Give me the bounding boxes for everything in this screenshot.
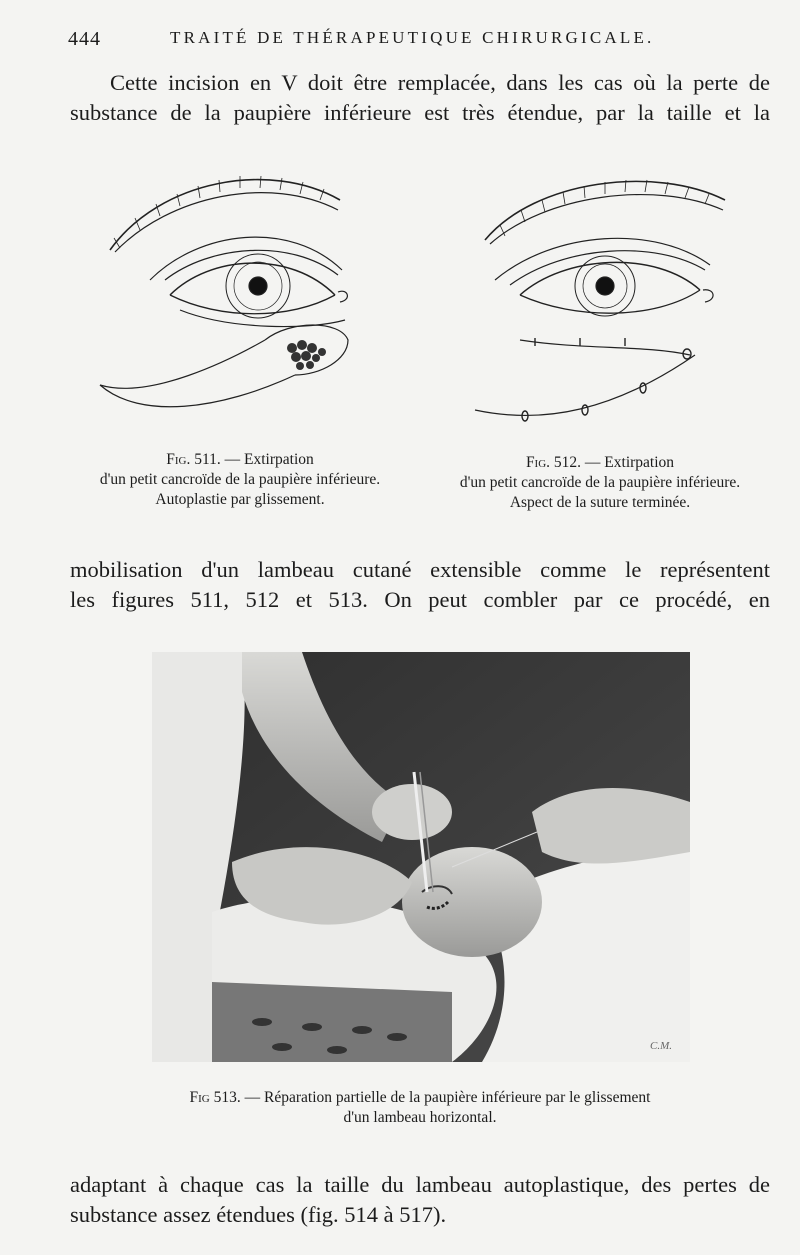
figure-511-label: Fig. 511.	[166, 451, 221, 468]
figure-513-photograph	[152, 652, 690, 1062]
caption-line: d'un lambeau horizontal.	[343, 1109, 497, 1126]
caption-line: d'un petit cancroïde de la paupière inférieure.	[99, 471, 381, 488]
figure-513-caption	[110, 1088, 730, 1128]
paragraph-line: adaptant à chaque cas la taille du lambeau autoplastique, des pertes de	[70, 1172, 770, 1197]
caption-line: — Extirpation	[220, 451, 314, 468]
paragraph-line: les figures 511, 512 et 513. On peut combler par ce procédé, en	[70, 587, 770, 612]
paragraph-line: substance de la paupière inférieure est très étendue, par la taille et la	[70, 100, 770, 125]
page-number: 444	[68, 28, 101, 50]
figure-512-illustration	[465, 170, 765, 430]
figure-513-label: Fig 513.	[189, 1089, 241, 1106]
caption-line: — Réparation partielle de la paupière inférieure par le glissement	[240, 1089, 651, 1106]
caption-line: Aspect de la suture terminée.	[509, 494, 691, 511]
running-title: TRAITÉ DE THÉRAPEUTIQUE CHIRURGICALE.	[170, 28, 655, 47]
caption-line: Autoplastie par glissement.	[155, 491, 325, 508]
caption-line: d'un petit cancroïde de la paupière inférieure.	[459, 474, 741, 491]
caption-line: — Extirpation	[581, 454, 675, 471]
paragraph-line: mobilisation d'un lambeau cutané extensible comme le représentent	[70, 557, 770, 582]
figure-511-caption	[60, 450, 420, 510]
figure-512-label: Fig. 512.	[525, 454, 582, 471]
figure-512-caption	[425, 453, 775, 513]
paragraph-line: Cette incision en V doit être remplacée, dans les cas où la perte de	[110, 70, 770, 95]
paragraph-line: substance assez étendues (fig. 514 à 517).	[70, 1202, 447, 1227]
figure-511-illustration	[80, 160, 410, 430]
artist-signature: C.M.	[650, 1040, 672, 1052]
